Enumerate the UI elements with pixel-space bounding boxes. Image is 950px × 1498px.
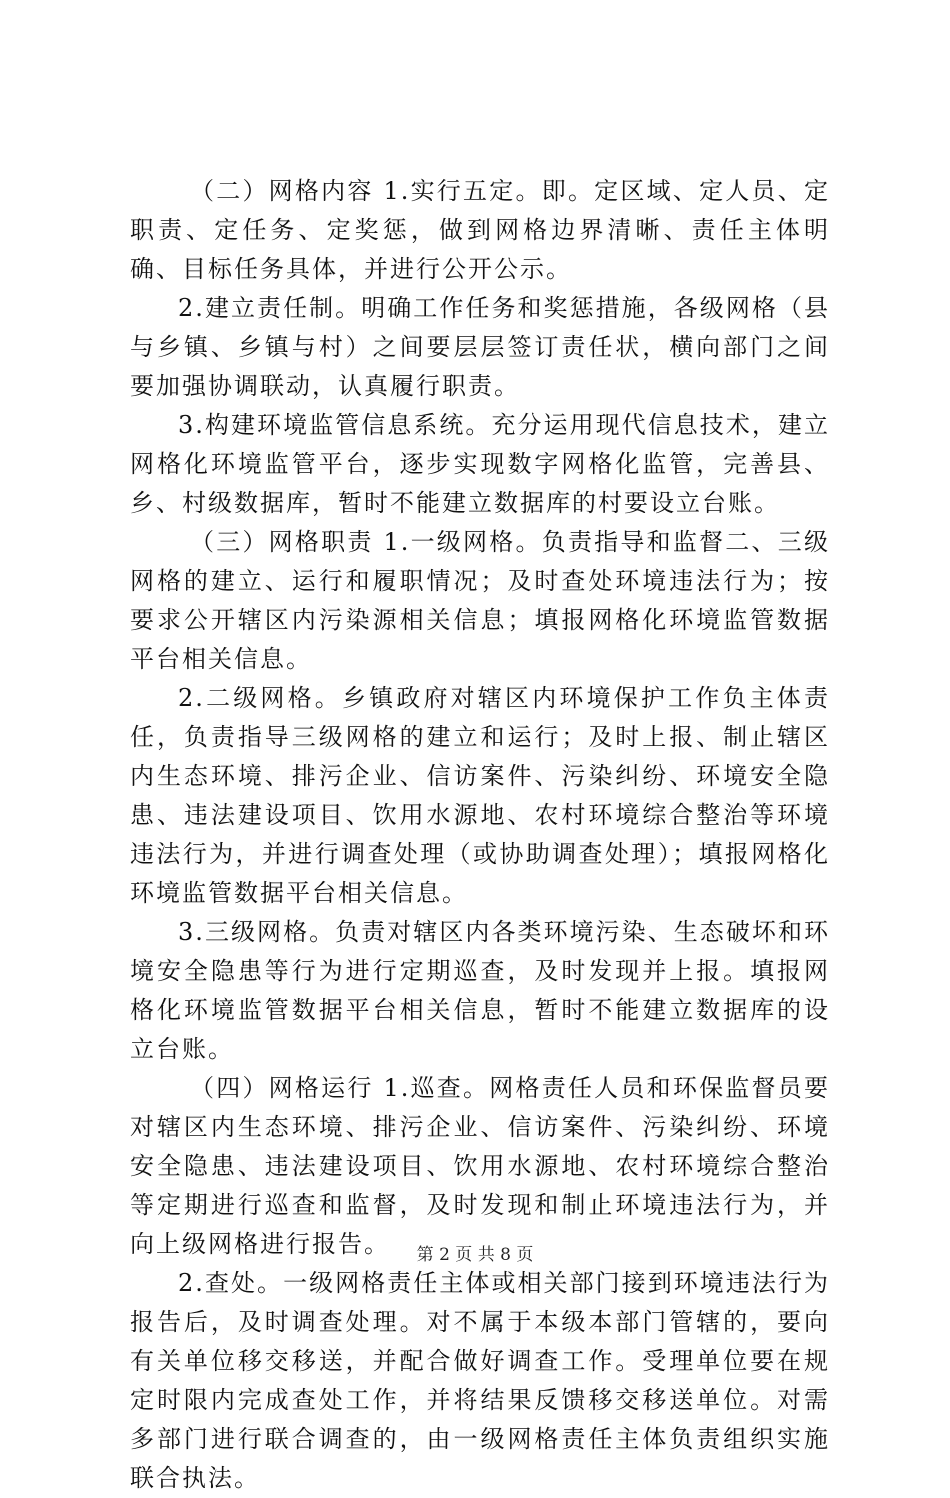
paragraph-grid-duties: （三）网格职责 1.一级网格。负责指导和监督二、三级网格的建立、运行和履职情况；及时查处环境违法行为；按要求公开辖区内污染源相关信息；填报网格化环境监管数据平台相关信息。 xyxy=(130,528,830,673)
document-body xyxy=(130,172,830,1498)
paragraph-info-system: 3.构建环境监管信息系统。充分运用现代信息技术，建立网格化环境监管平台，逐步实现数字网格化监管，完善县、乡、村级数据库，暂时不能建立数据库的村要设立台账。 xyxy=(130,411,830,517)
paragraph-investigation: 2.查处。一级网格责任主体或相关部门接到环境违法行为报告后，及时调查处理。对不属于本级本部门管辖的，要向有关单位移交移送，并配合做好调查工作。受理单位要在规定时限内完成查处工作，并将结果反馈移交移送单位。对需多部门进行联合调查的，由一级网格责任主体负责组织实施联合执法。 xyxy=(130,1269,830,1492)
paragraph-grid-operation: （四）网格运行 1.巡查。网格责任人员和环保监督员要对辖区内生态环境、排污企业、信访案件、污染纠纷、环境安全隐患、违法建设项目、饮用水源地、农村环境综合整治等定期进行巡查和监督，及时发现和制止环境违法行为，并向上级网格进行报告。 xyxy=(130,1074,830,1258)
paragraph-responsibility-system: 2.建立责任制。明确工作任务和奖惩措施，各级网格（县与乡镇、乡镇与村）之间要层层签订责任状，横向部门之间要加强协调联动，认真履行职责。 xyxy=(130,294,830,400)
paragraph-third-level-grid: 3.三级网格。负责对辖区内各类环境污染、生态破坏和环境安全隐患等行为进行定期巡查，及时发现并上报。填报网格化环境监管数据平台相关信息，暂时不能建立数据库的设立台账。 xyxy=(130,918,830,1063)
paragraph-grid-content: （二）网格内容 1.实行五定。即。定区域、定人员、定职责、定任务、定奖惩，做到网格边界清晰、责任主体明确、目标任务具体，并进行公开公示。 xyxy=(130,177,830,283)
paragraph-second-level-grid: 2.二级网格。乡镇政府对辖区内环境保护工作负主体责任，负责指导三级网格的建立和运行；及时上报、制止辖区内生态环境、排污企业、信访案件、污染纠纷、环境安全隐患、违法建设项目、饮用水源地、农村环境综合整治等环境违法行为，并进行调查处理（或协助调查处理）；填报网格化环境监管数据平台相关信息。 xyxy=(130,684,830,907)
page-number-footer: 第 2 页 共 8 页 xyxy=(416,1245,534,1265)
